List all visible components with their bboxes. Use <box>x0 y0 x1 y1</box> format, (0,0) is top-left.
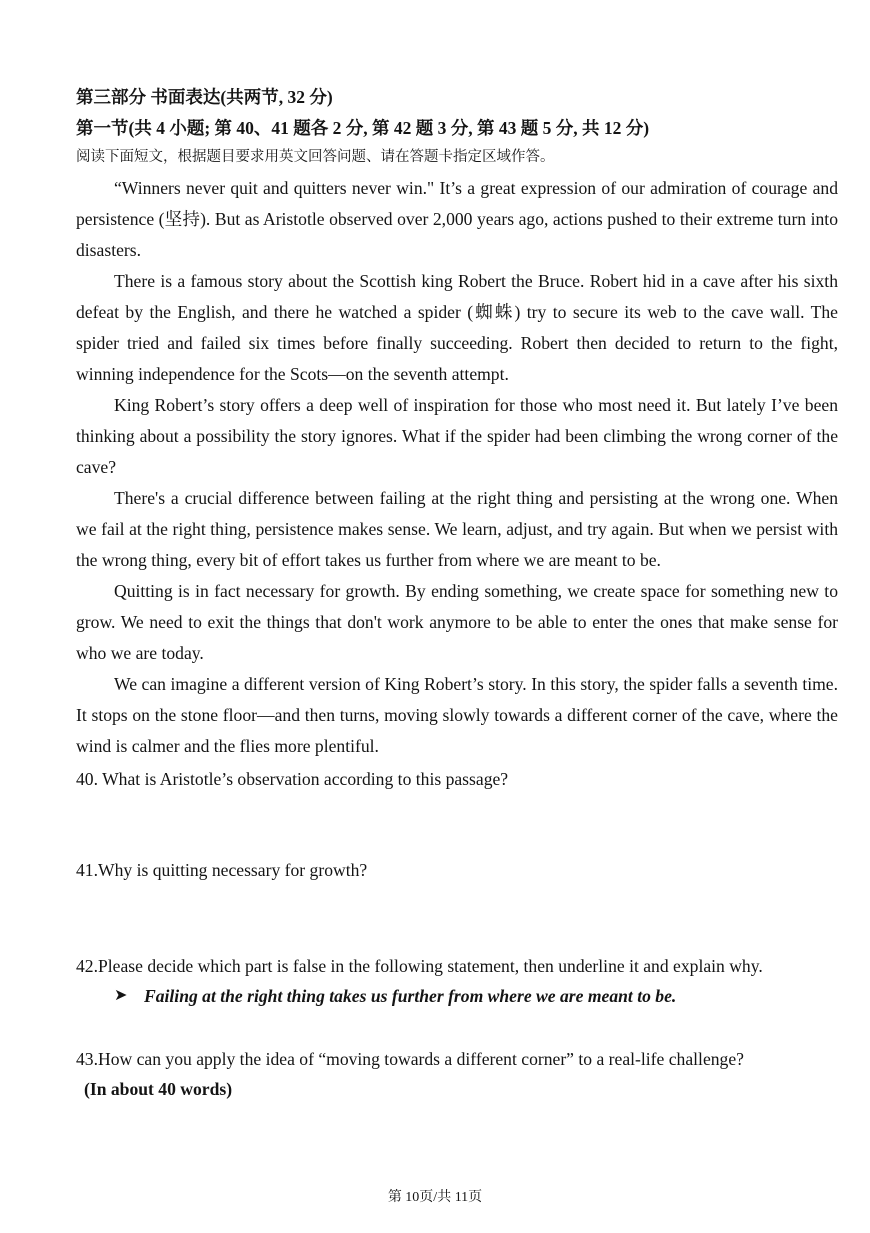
passage-paragraph: There's a crucial difference between failing at the right thing and persisting at the wrong one. When we fail at the right thing, persistence makes sense. We learn, adjust, and try again. But when we persist with the wrong thing, every bit of effort takes us further from where we are meant to be. <box>76 488 838 570</box>
reading-passage <box>76 173 838 762</box>
statement-text: Failing at the right thing takes us further from where we are meant to be. <box>144 986 677 1006</box>
passage-paragraph: King Robert’s story offers a deep well of inspiration for those who most need it. But lately I’ve been thinking about a possibility the story ignores. What if the spider had been climbing the wrong corner of the cave? <box>76 395 838 477</box>
page-number: 第 10页/共 11页 <box>387 1190 483 1205</box>
question-43: 43.How can you apply the idea of “moving towards a different corner” to a real-life challenge? <box>76 1049 744 1069</box>
instruction-text: 阅读下面短文，根据题目要求用英文回答问题、请在答题卡指定区域作答。 <box>76 149 555 165</box>
passage-paragraph: “Winners never quit and quitters never win." It’s a great expression of our admiration of courage and persistence (坚持). But as Aristotle observed over 2,000 years ago, actions pushed to their extreme turn into disasters. <box>76 178 838 260</box>
question-40: 40. What is Aristotle’s observation according to this passage? <box>76 769 509 789</box>
passage-paragraph: We can imagine a different version of King Robert’s story. In this story, the spider falls a seventh time. It stops on the stone floor—and then turns, moving slowly towards a different corner of the cave, where the wind is calmer and the flies more plentiful. <box>76 674 838 756</box>
question-42-statement <box>76 981 838 1011</box>
arrowhead-bullet-icon: ➤ <box>114 987 128 1004</box>
question-42: 42.Please decide which part is false in the following statement, then underline it and explain why. <box>76 956 763 976</box>
word-limit-note: (In about 40 words) <box>84 1079 233 1099</box>
passage-paragraph: Quitting is in fact necessary for growth. By ending something, we create space for something new to grow. We need to exit the things that don't work anymore to be able to enter the ones that make sense for who we are today. <box>76 581 838 663</box>
passage-paragraph: There is a famous story about the Scottish king Robert the Bruce. Robert hid in a cave after his sixth defeat by the English, and there he watched a spider (蜘蛛) try to secure its web to the cave wall. The spider tried and failed six times before finally succeeding. Robert then decided to return to the fight, winning independence for the Scots—on the seventh attempt. <box>76 271 838 384</box>
exam-page <box>76 84 838 1104</box>
part-heading: 第三部分 书面表达(共两节, 32 分) <box>76 87 333 107</box>
question-41: 41.Why is quitting necessary for growth? <box>76 860 368 880</box>
section-heading: 第一节(共 4 小题; 第 40、41 题各 2 分, 第 42 题 3 分, 第 43 题 5 分, 共 12 分) <box>76 118 650 138</box>
